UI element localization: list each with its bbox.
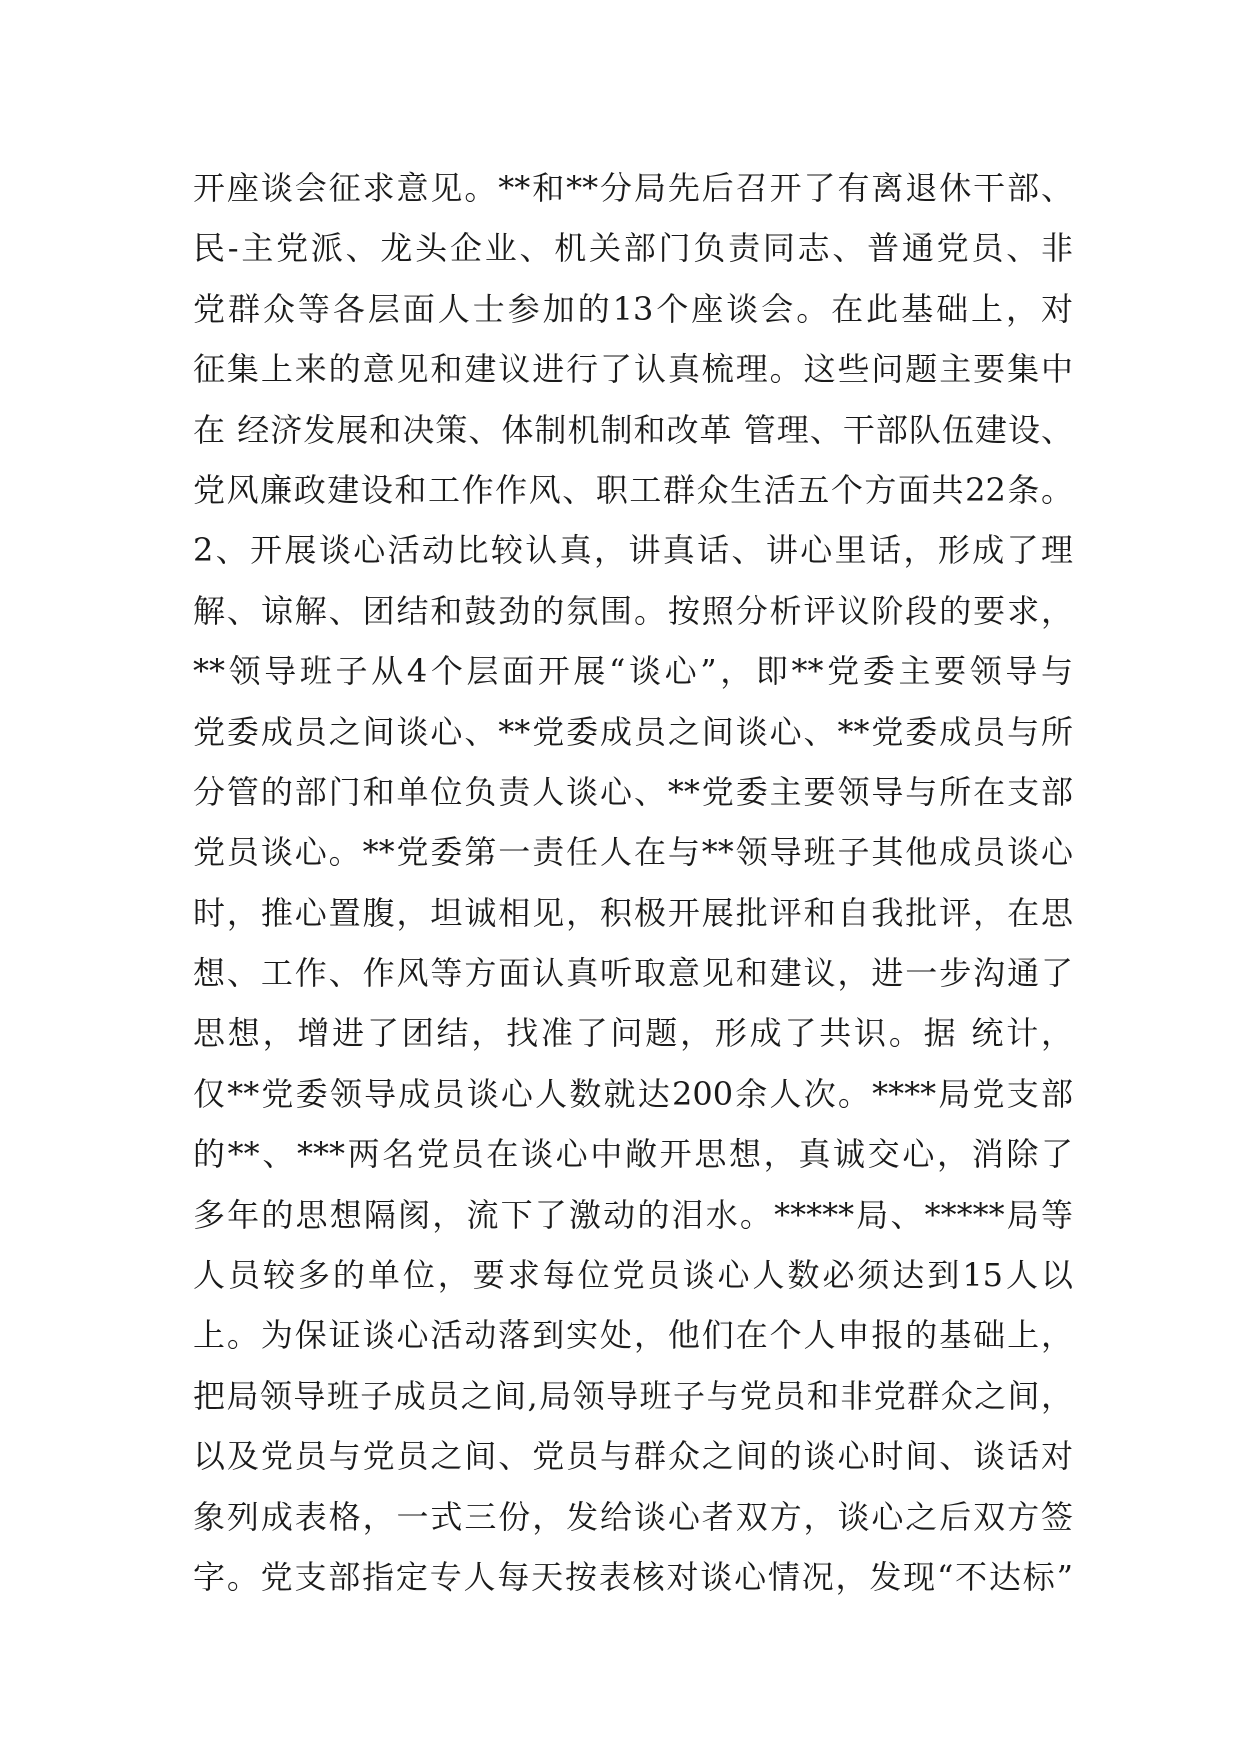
- text-line: 想、工作、作风等方面认真听取意见和建议，进一步沟通了: [193, 954, 1073, 993]
- text-line: 征集上来的意见和建议进行了认真梳理。这些问题主要集中: [193, 350, 1073, 389]
- text-line: 人员较多的单位，要求每位党员谈心人数必须达到15人以: [193, 1256, 1073, 1295]
- body-text: [193, 158, 1073, 1607]
- text-line: 党风廉政建设和工作作风、职工群众生活五个方面共22条。: [193, 470, 1073, 509]
- text-line: 字。党支部指定专人每天按表核对谈心情况，发现“不达标”: [193, 1557, 1073, 1596]
- text-line: 多年的思想隔阂，流下了激动的泪水。*****局、*****局等: [193, 1195, 1073, 1234]
- text-line: 思想，增进了团结，找准了问题，形成了共识。据 统计，: [193, 1014, 1073, 1053]
- text-line: 解、谅解、团结和鼓劲的氛围。按照分析评议阶段的要求，: [193, 591, 1073, 630]
- text-line: 民-主党派、龙头企业、机关部门负责同志、普通党员、非: [193, 229, 1073, 268]
- text-line: 在 经济发展和决策、体制机制和改革 管理、干部队伍建设、: [193, 410, 1073, 449]
- text-line: **领导班子从4个层面开展“谈心”，即**党委主要领导与: [193, 652, 1073, 691]
- text-line: 2、开展谈心活动比较认真，讲真话、讲心里话，形成了理: [193, 531, 1073, 570]
- text-line: 党员谈心。**党委第一责任人在与**领导班子其他成员谈心: [193, 833, 1073, 872]
- text-line: 象列成表格，一式三份，发给谈心者双方，谈心之后双方签: [193, 1497, 1073, 1536]
- text-line: 上。为保证谈心活动落到实处，他们在个人申报的基础上，: [193, 1316, 1073, 1355]
- text-line: 的**、***两名党员在谈心中敞开思想，真诚交心，消除了: [193, 1135, 1073, 1174]
- text-line: 把局领导班子成员之间,局领导班子与党员和非党群众之间，: [193, 1376, 1073, 1415]
- text-line: 以及党员与党员之间、党员与群众之间的谈心时间、谈话对: [193, 1437, 1073, 1476]
- text-line: 仅**党委领导成员谈心人数就达200余人次。****局党支部: [193, 1074, 1073, 1113]
- text-line: 党群众等各层面人士参加的13个座谈会。在此基础上，对: [193, 289, 1073, 328]
- text-line: 分管的部门和单位负责人谈心、**党委主要领导与所在支部: [193, 772, 1073, 811]
- text-line: 党委成员之间谈心、**党委成员之间谈心、**党委成员与所: [193, 712, 1073, 751]
- text-line: 开座谈会征求意见。**和**分局先后召开了有离退休干部、: [193, 169, 1073, 207]
- text-line: 时，推心置腹，坦诚相见，积极开展批评和自我批评，在思: [193, 893, 1073, 932]
